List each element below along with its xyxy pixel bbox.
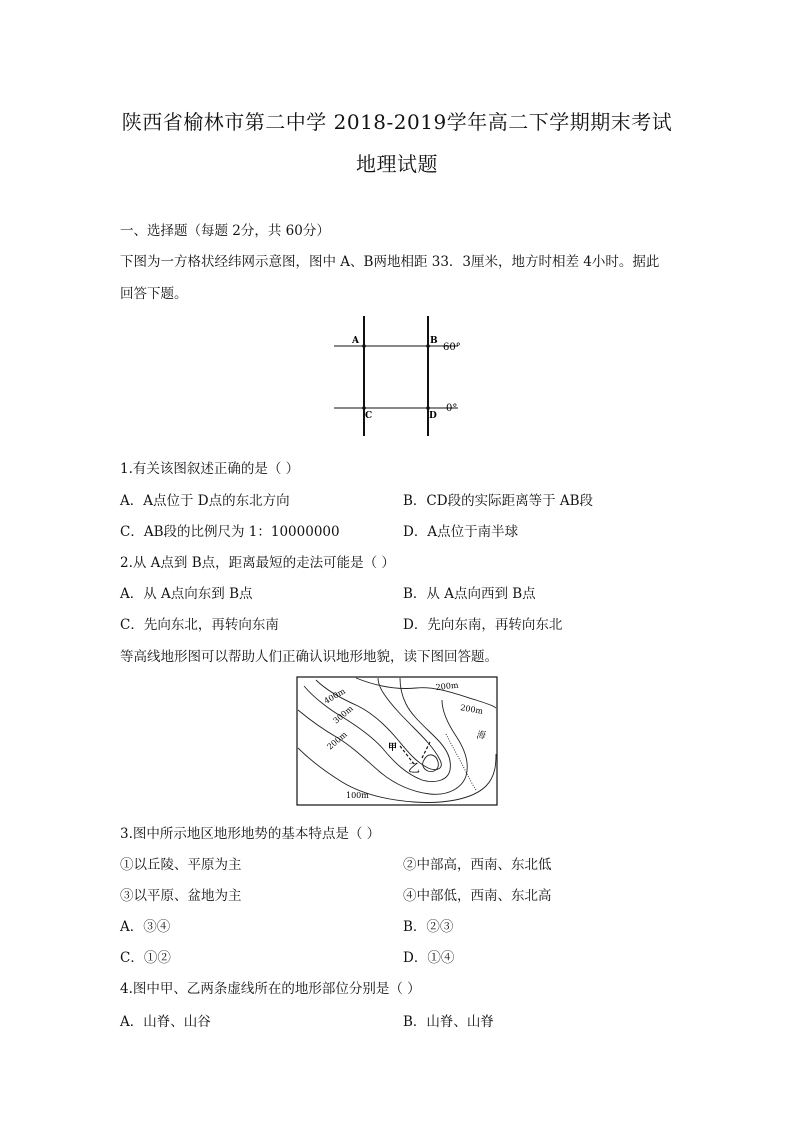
q1-option-a: A．A点位于 D点的东北方向	[120, 493, 290, 509]
q3-option-c: C．①②	[120, 950, 171, 966]
contour-map-figure	[296, 676, 498, 806]
q2-option-b: B．从 A点向西到 B点	[403, 586, 536, 602]
q3-option-a: A．③④	[120, 919, 171, 935]
point-d-label: D	[429, 411, 437, 421]
point-c-label: C	[365, 411, 373, 421]
label-jia: 甲	[388, 743, 398, 753]
label-200m-right: 200m	[459, 703, 484, 716]
q4-option-a: A．山脊、山谷	[120, 1014, 211, 1030]
label-200m-top: 200m	[435, 680, 459, 692]
q1-option-c: C．AB段的比例尺为 1：10000000	[120, 524, 340, 540]
q1-stem: 1.有关该图叙述正确的是（ ）	[120, 461, 300, 477]
q3-stem: 3.图中所示地区地形地势的基本特点是（ ）	[120, 826, 381, 842]
q2-option-c: C．先向东北，再转向东南	[120, 617, 279, 633]
q4-stem: 4.图中甲、乙两条虚线所在的地形部位分别是（ ）	[120, 981, 421, 997]
lat-long-grid-figure	[330, 312, 470, 438]
q2-stem: 2.从 A点到 B点，距离最短的走法可能是（ ）	[120, 555, 395, 571]
intro1-line1: 下图为一方格状经纬网示意图，图中 A、B两地相距 33．3厘米，地方时相差 4小时。据此	[120, 254, 660, 270]
label-300m: 300m	[331, 703, 355, 726]
label-yi: 乙	[408, 761, 421, 775]
q3-statement-4: ④中部低，西南、东北高	[403, 888, 552, 904]
q3-statement-1: ①以丘陵、平原为主	[120, 857, 242, 873]
q1-option-b: B．CD段的实际距离等于 AB段	[403, 493, 594, 509]
label-400m: 400m	[322, 686, 347, 706]
section-heading: 一、选择题（每题 2分，共 60分）	[120, 223, 330, 239]
document-subtitle: 地理试题	[356, 152, 438, 176]
latitude-0-label: 0°	[446, 403, 458, 414]
q3-statement-2: ②中部高，西南、东北低	[403, 857, 552, 873]
latitude-60-label: 60°	[443, 342, 461, 353]
intro2: 等高线地形图可以帮助人们正确认识地形地貌，读下图回答题。	[120, 649, 498, 665]
intro1-line2: 回答下题。	[120, 286, 188, 302]
q3-option-d: D．①④	[403, 950, 455, 966]
document-title: 陕西省榆林市第二中学 2018-2019学年高二下学期期末考试	[121, 110, 673, 134]
q3-statement-3: ③以平原、盆地为主	[120, 888, 242, 904]
point-b-label: B	[430, 336, 438, 346]
q4-option-b: B．山脊、山脊	[403, 1014, 494, 1030]
point-a-label: A	[352, 336, 359, 346]
q2-option-d: D．先向东南，再转向东北	[403, 617, 563, 633]
label-sea: 海	[476, 731, 486, 741]
q2-option-a: A．从 A点向东到 B点	[120, 586, 253, 602]
label-100m: 100m	[346, 791, 369, 800]
label-200m-left: 200m	[325, 729, 349, 752]
q1-option-d: D．A点位于南半球	[403, 524, 519, 540]
q3-option-b: B．②③	[403, 919, 454, 935]
